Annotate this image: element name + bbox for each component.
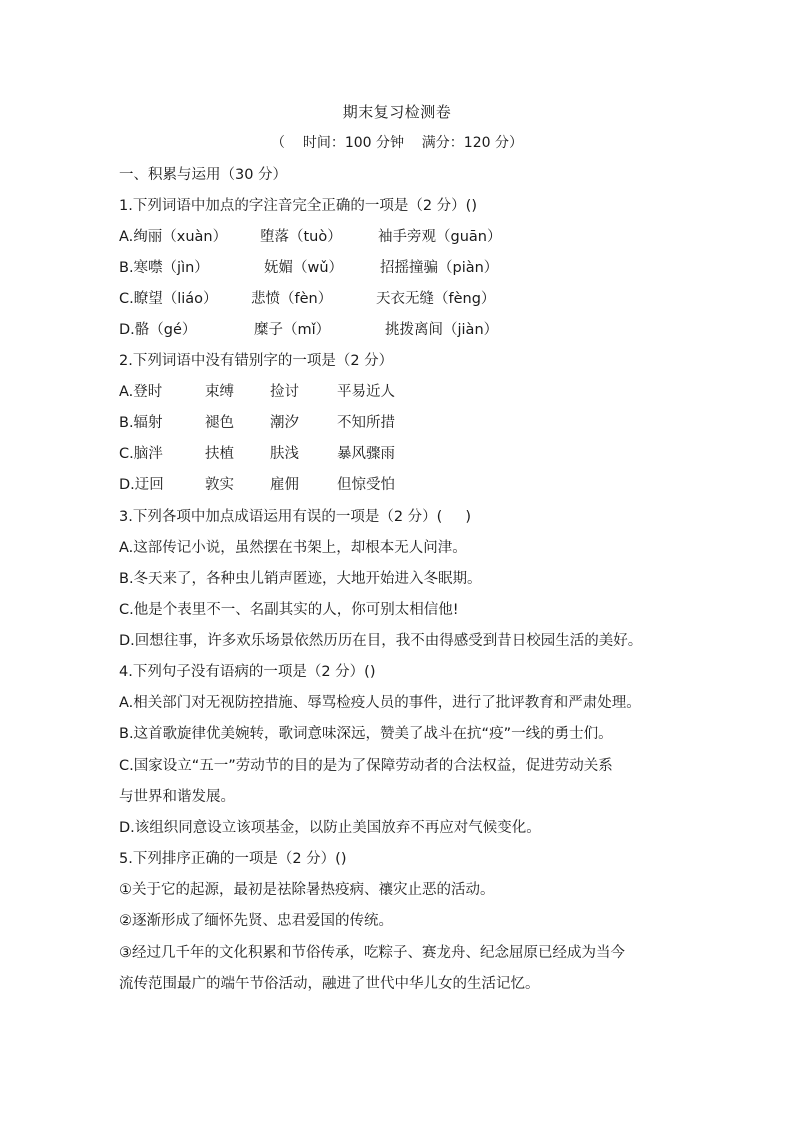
- option-text: B.辐射: [119, 415, 163, 431]
- option-text: 束缚: [205, 384, 234, 400]
- question-3-stem: 3.下列各项中加点成语运用有误的一项是（2 分）( ): [119, 509, 472, 525]
- option-text: 袖手旁观（guān）: [378, 229, 502, 245]
- question-2-stem: 2.下列词语中没有错别字的一项是（2 分）: [119, 353, 394, 369]
- section-heading: 一、积累与运用（30 分）: [119, 167, 288, 183]
- option-text: D.骼（gé）: [119, 322, 197, 338]
- option-text: 平易近人: [337, 384, 395, 400]
- option-text: A.绚丽（xuàn）: [119, 229, 228, 245]
- option-text: C.脑泮: [119, 446, 163, 462]
- q3-option-c: C.他是个表里不一、名副其实的人，你可别太相信他!: [119, 602, 459, 618]
- q4-option-c-continued: 与世界和谐发展。: [119, 789, 235, 805]
- question-4-stem: 4.下列句子没有语病的一项是（2 分）(): [119, 664, 376, 680]
- question-1-stem: 1.下列词语中加点的字注音完全正确的一项是（2 分）(): [119, 198, 477, 214]
- option-text: 招摇撞骗（piàn）: [380, 260, 499, 276]
- option-text: 雇佣: [270, 477, 299, 493]
- q3-option-b: B.冬天来了，各种虫儿销声匿迹，大地开始进入冬眠期。: [119, 571, 482, 587]
- page-title: 期末复习检测卷: [342, 103, 452, 121]
- q3-option-d: D.回想往事，许多欢乐场景依然历历在目，我不由得感受到昔日校园生活的美好。: [119, 633, 643, 649]
- question-5-stem: 5.下列排序正确的一项是（2 分）(): [119, 851, 347, 867]
- option-text: 悲愤（fèn）: [251, 291, 333, 307]
- option-text: 堕落（tuò）: [260, 229, 342, 245]
- option-text: B.寒噤（jìn）: [119, 260, 209, 276]
- q4-option-c: C.国家设立“五一”劳动节的目的是为了保障劳动者的合法权益，促进劳动关系: [119, 758, 613, 774]
- option-text: A.登时: [119, 384, 163, 400]
- option-text: 潮汐: [270, 415, 299, 431]
- option-text: 但惊受怕: [337, 477, 395, 493]
- q5-sentence-3: ③经过几千年的文化积累和节俗传承，吃粽子、赛龙舟、纪念屈原已经成为当今: [119, 945, 625, 961]
- option-text: 暴风骤雨: [337, 446, 395, 462]
- option-text: 捡讨: [270, 384, 299, 400]
- option-text: C.瞭望（liáo）: [119, 291, 218, 307]
- exam-info: （ 时间：100 分钟 满分：120 分）: [271, 135, 523, 151]
- q4-option-a: A.相关部门对无视防控措施、辱骂检疫人员的事件，进行了批评教育和严肃处理。: [119, 695, 641, 711]
- option-text: D.迂回: [119, 477, 164, 493]
- option-text: 肤浅: [270, 446, 299, 462]
- option-text: 糜子（mǐ）: [254, 322, 331, 338]
- q5-sentence-3-continued: 流传范围最广的端午节俗活动，融进了世代中华儿女的生活记忆。: [119, 976, 540, 992]
- option-text: 不知所措: [337, 415, 395, 431]
- q4-option-b: B.这首歌旋律优美婉转，歌词意味深远，赞美了战斗在抗“疫”一线的勇士们。: [119, 726, 613, 742]
- option-text: 妩媚（wǔ）: [264, 260, 344, 276]
- option-text: 挑拨离间（jiàn）: [385, 322, 499, 338]
- option-text: 褪色: [205, 415, 234, 431]
- q4-option-d: D.该组织同意设立该项基金，以防止美国放弃不再应对气候变化。: [119, 820, 541, 836]
- option-text: 扶植: [205, 446, 234, 462]
- q5-sentence-1: ①关于它的起源，最初是祛除暑热疫病、禳灾止恶的活动。: [119, 882, 495, 898]
- option-text: 敦实: [205, 477, 234, 493]
- q5-sentence-2: ②逐渐形成了缅怀先贤、忠君爱国的传统。: [119, 913, 393, 929]
- q3-option-a: A.这部传记小说，虽然摆在书架上，却根本无人问津。: [119, 540, 467, 556]
- option-text: 天衣无缝（fèng）: [376, 291, 496, 307]
